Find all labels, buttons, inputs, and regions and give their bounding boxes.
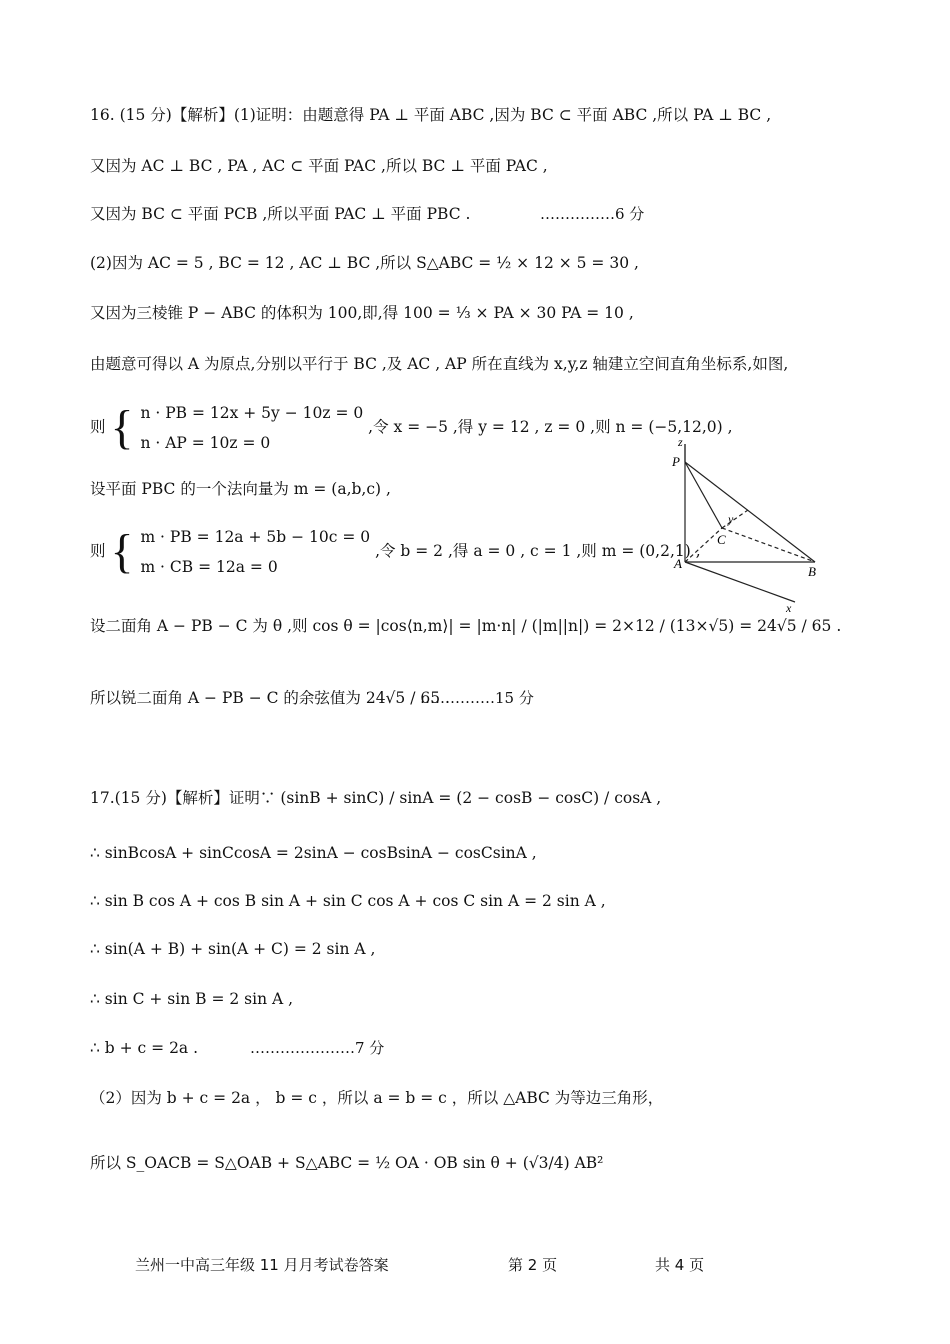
q16-line-10: 设二面角 A − PB − C 为 θ ,则 cos θ = |cos⟨n,m⟩| = |m·n| / (|m||n|) = 2×12 / (13×√5) = 24√5 / 65 . [90,617,842,635]
q16-system-2-equations [140,522,370,582]
label-z: z [678,435,683,449]
q17-line-7: （2）因为 b + c = 2a ， b = c ，所以 a = b = c ，所以 △ABC 为等边三角形， [90,1089,664,1107]
label-x: x [786,601,792,615]
y-axis [722,510,748,528]
q16-system-1-tail: ,令 x = −5 ,得 y = 12 , z = 0 ,则 n = (−5,12,0) , [368,418,733,436]
q16-system-2-eq2: m · CB = 12a = 0 [140,558,278,576]
q17-line-4: ∴ sin(A + B) + sin(A + C) = 2 sin A , [90,940,376,958]
q16-system-2-tail: ,令 b = 2 ,得 a = 0 , c = 1 ,则 m = (0,2,1) , [375,542,701,560]
label-C: C [717,532,726,547]
q16-score-1: ……………6 分 [540,205,645,223]
footer-total: 共 4 页 [655,1256,705,1274]
label-y: y [728,512,734,526]
brace-icon: { [110,401,134,454]
q16-system-1-label: 则 [90,418,106,436]
q16-line-5: 又因为三棱锥 P − ABC 的体积为 100,即,得 100 = ⅓ × PA × 30 PA = 10 , [90,304,634,322]
q17-line-6: ∴ b + c = 2a . [90,1039,199,1057]
q16-score-2: ……………15 分 [420,689,534,707]
q17-line-3: ∴ sin B cos A + cos B sin A + sin C cos A + cos C sin A = 2 sin A , [90,892,606,910]
edge-PB [685,462,815,562]
label-A: A [674,556,682,571]
q16-system-2-label: 则 [90,542,106,560]
footer-page: 第 2 页 [508,1256,558,1274]
coordinate-figure [660,430,840,620]
q16-line-3: 又因为 BC ⊂ 平面 PCB ,所以平面 PAC ⊥ 平面 PBC . [90,205,471,223]
q16-line-4: (2)因为 AC = 5 , BC = 12 , AC ⊥ BC ,所以 S△ABC = ½ × 12 × 5 = 30 , [90,254,639,272]
q16-line-2: 又因为 AC ⊥ BC , PA , AC ⊂ 平面 PAC ,所以 BC ⊥ 平面 PAC , [90,157,548,175]
q16-line-6: 由题意可得以 A 为原点,分别以平行于 BC ,及 AC , AP 所在直线为 x,y,z 轴建立空间直角坐标系,如图, [90,355,789,373]
q16-system-2-eq1: m · PB = 12a + 5b − 10c = 0 [140,528,371,546]
edge-CB [722,528,815,562]
brace-icon: { [110,525,134,578]
q17-line-1: 17.(15 分)【解析】证明∵ (sinB + sinC) / sinA = (2 − cosB − cosC) / cosA , [90,789,662,807]
q16-system-1-eq1: n · PB = 12x + 5y − 10z = 0 [140,404,364,422]
label-P: P [672,454,680,469]
q17-line-8: 所以 S_OACB = S△OAB + S△ABC = ½ OA · OB sin θ + (√3/4) AB² [90,1154,604,1172]
edge-PC [685,462,722,528]
q16-system-1 [90,398,733,458]
q16-line-1: 16. (15 分)【解析】(1)证明：由题意得 PA ⊥ 平面 ABC ,因为 BC ⊂ 平面 ABC ,所以 PA ⊥ BC , [90,106,772,124]
q16-system-1-eq2: n · AP = 10z = 0 [140,434,271,452]
q17-line-2: ∴ sinBcosA + sinCcosA = 2sinA − cosBsinA − cosCsinA , [90,844,537,862]
q16-line-8: 设平面 PBC 的一个法向量为 m = (a,b,c) , [90,480,391,498]
q17-line-5: ∴ sin C + sin B = 2 sin A , [90,990,294,1008]
footer-school: 兰州一中高三年级 11 月月考试卷答案 [135,1256,389,1274]
q16-system-1-equations [140,398,363,458]
label-B: B [808,564,816,579]
q16-system-2 [90,522,701,582]
q16-line-11: 所以锐二面角 A − PB − C 的余弦值为 24√5 / 65 . [90,689,450,707]
x-axis [685,562,795,602]
q17-score-1: …………………7 分 [250,1039,385,1057]
